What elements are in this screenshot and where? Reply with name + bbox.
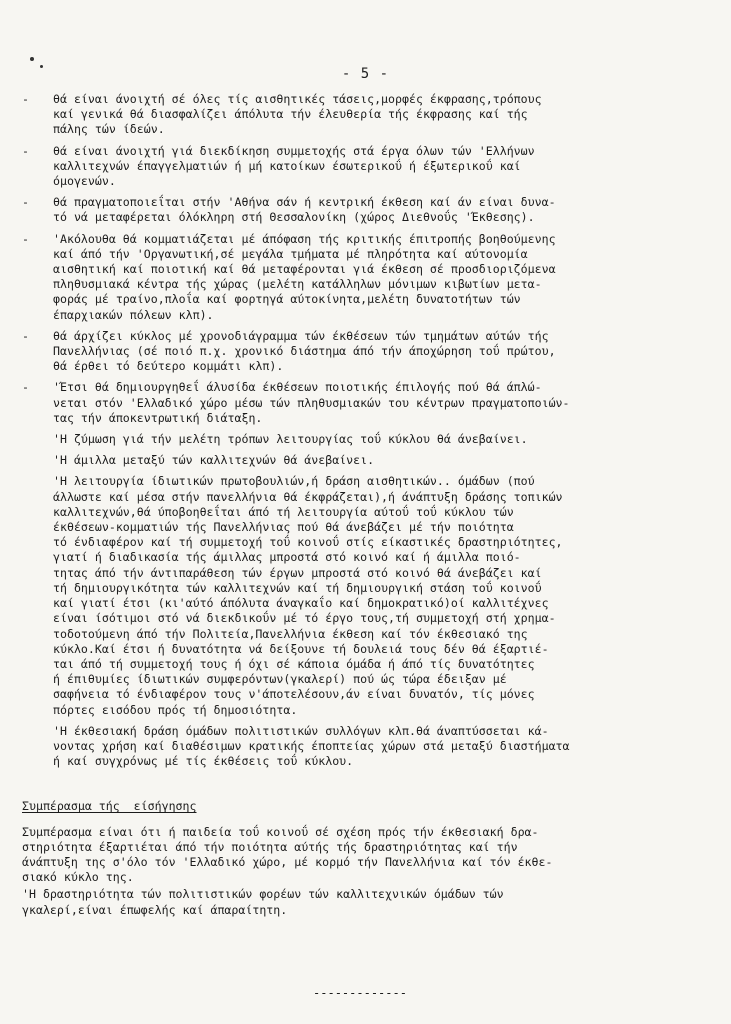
paragraph: 'Η άμιλλα μεταξύ τών καλλιτεχνών θά άνεβαίνει. <box>53 453 375 468</box>
conclusion-paragraph: Συμπέρασμα είναι ότι ή παιδεία τοΰ κοινοΰ σέ σχέση πρός τήν έκθεσιακή δρα- στηριότητα έξαρτιέται άπό τήν ποιότητα αύτής τής δραστηριότητας καί τήν άνάπτυξη της σ'όλο τόν 'Ελλαδικό χώρο, μέ κορμό τήν Πανελλήνια καί τόν έκθε- σιακό κύκλο της. <box>22 824 553 885</box>
bullet-text: θά είναι άνοιχτή γιά διεκδίκηση συμμετοχής στά έργα όλων τών 'Ελλήνων καλλιτεχνών έπαγγελματιών ή μή κατοίκων έσωτερικοΰ ή έξωτερικοΰ καί όμογενών. <box>53 143 535 189</box>
bullet-dash: - <box>22 195 29 210</box>
bullet-text: θά άρχίζει κύκλος μέ χρονοδιάγραμμα τών έκθέσεων τών τμημάτων αύτών τής Πανελλήνιας (σέ ποιό π.χ. χρονικό διάστημα άπό τήν άποχώρηση τοΰ πρώτου, θά έρθει τό δεύτερο κομμάτι κλπ). <box>53 328 556 374</box>
end-rule: ------------- <box>313 986 407 1000</box>
document-body <box>22 92 702 920</box>
bullet-dash: - <box>22 143 29 158</box>
bullet-dash: - <box>22 328 29 343</box>
bullet-text: θά είναι άνοιχτή σέ όλες τίς αισθητικές τάσεις,μορφές έκφρασης,τρόπους καί γενικά θά διασφαλίζει άπόλυτα τήν έλευθερία τής έκφρασης καί τής πάλης τών ίδεών. <box>53 92 542 137</box>
paragraph: 'Η ζύμωση γιά τήν μελέτη τρόπων λειτουργίας τοΰ κύκλου θά άνεβαίνει. <box>53 432 528 447</box>
bullet-item <box>22 380 702 426</box>
page-number: - 5 - <box>341 66 390 82</box>
bullet-item <box>22 144 702 190</box>
bullet-dash: - <box>22 92 29 106</box>
bullet-dash: - <box>22 380 29 395</box>
paragraph: 'Η λειτουργία ίδιωτικών πρωτοβουλιών,ή δράση αισθητικών.. όμάδων (πού άλλωστε καί μέσα στήν πανελλήνια θά έκφράζεται),ή άνάπτυξη δράσης τοπικών καλλιτεχνών,θά ύποβοηθεΐται άπό τή λειτουργία αύτοΰ τοΰ κύκλου τών έκθέσεων-κομματιών τής Πανελλήνιας πού θά άνεβάζει μέ τήν ποιότητα τό ένδιαφέρον καί τή συμμετοχή τοΰ κοινοΰ στίς είκαστικές δραστηριότητες, γιατί ή διαδικασία τής άμιλλας μπροστά στό κοινό καί ή άμιλλα ποιό- τητας άπό τήν άντιπαράθεση τών έργων μπροστά στό κοινό θά άνεβάζει καί τή δημιουργικότητα τών καλλιτεχνών καί τή δημιουργική στάση τοΰ κοινοΰ καί γιατί έτσι (κι'αύτό άπόλυτα άναγκαΐο καί δημοκρατικό)οί καλλιτέχνες είναι ίσότιμοι στό νά διεκδικοΰν μέ τό έργο τους,τή συμμετοχή στή χρημα- τοδοτούμενη άπό τήν Πολιτεία,Πανελλήνια έκθεση καί τόν έκθεσιακό της κύκλο.Καί έτσι ή δυνατότητα νά δείξουνε τή δουλειά τους δέν θά έξαρτιέ- ται άπό τή συμμετοχή τους ή όχι σέ κάποια όμάδα ή άπό τίς δυνατότητες ή έπιθυμίες ίδιωτικών συμφερόντων(γκαλερί) πού ώς τώρα έδειξαν μέ σαφήνεια τό ένδιαφέρον τους ν'άποτελέσουν,άν είναι δυνατόν, τίς μόνες πόρτες εισόδου πρός τή δημοσιότητα. <box>53 474 563 717</box>
scan-speck <box>30 57 34 61</box>
bullet-text: 'Ακόλουθα θά κομματιάζεται μέ άπόφαση τής κριτικής έπιτροπής βοηθούμενης καί άπό τήν 'Οργανωτική,σέ μεγάλα τμήματα μέ πληρότητα καί αύτονομία αισθητική καί ποιοτική καί θά μεταφέρονται γιά έκθεση σέ προσδιοριζόμενα πληθυσμιακά κέντρα τής χώρας (μελέτη κατάλληλων μόνιμων κιβωτίων μετα- φοράς μέ τραίνο,πλοΐα καί φορτηγά αύτοκίνητα,μελέτη δυνατοτήτων τών έπαρχιακών πόλεων κλπ). <box>53 231 556 322</box>
bullet-item <box>22 92 702 138</box>
conclusion-paragraph: 'Η δραστηριότητα τών πολιτιστικών φορέων τών καλλιτεχνικών όμάδων τών γκαλερί,είναι έπωφελής καί άπαραίτητη. <box>22 887 504 917</box>
paragraph: 'Η έκθεσιακή δράση όμάδων πολιτιστικών συλλόγων κλπ.θά άναπτύσσεται κά- νοντας χρήση καί διαθέσιμων κρατικής έποπτείας χώρων στά μεταξύ διαστήματα ή καί συγχρόνως μέ τίς έκθέσεις τοΰ κύκλου. <box>53 723 570 769</box>
bullet-text: 'Έτσι θά δημιουργηθεΐ άλυσίδα έκθέσεων ποιοτικής έπιλογής πού θά άπλώ- νεται στόν 'Ελλαδικό χώρο μέσω τών πληθυσμιακών του κέντρων πραγματοποιών- τας τήν άποκεντρωτική διάταξη. <box>53 380 570 425</box>
conclusion-heading: Συμπέρασμα τής είσήγησης <box>22 799 197 814</box>
bullet-dash: - <box>22 231 29 246</box>
bullet-item <box>22 329 702 375</box>
bullet-item <box>22 195 702 225</box>
bullet-text: θά πραγματοποιεΐται στήν 'Αθήνα σάν ή κεντρική έκθεση καί άν είναι δυνα- τό νά μεταφέρεται όλόκληρη στή Θεσσαλονίκη (χώρος Διεθνοΰς 'Έκθεσης). <box>53 195 556 225</box>
bullet-item <box>22 232 702 323</box>
